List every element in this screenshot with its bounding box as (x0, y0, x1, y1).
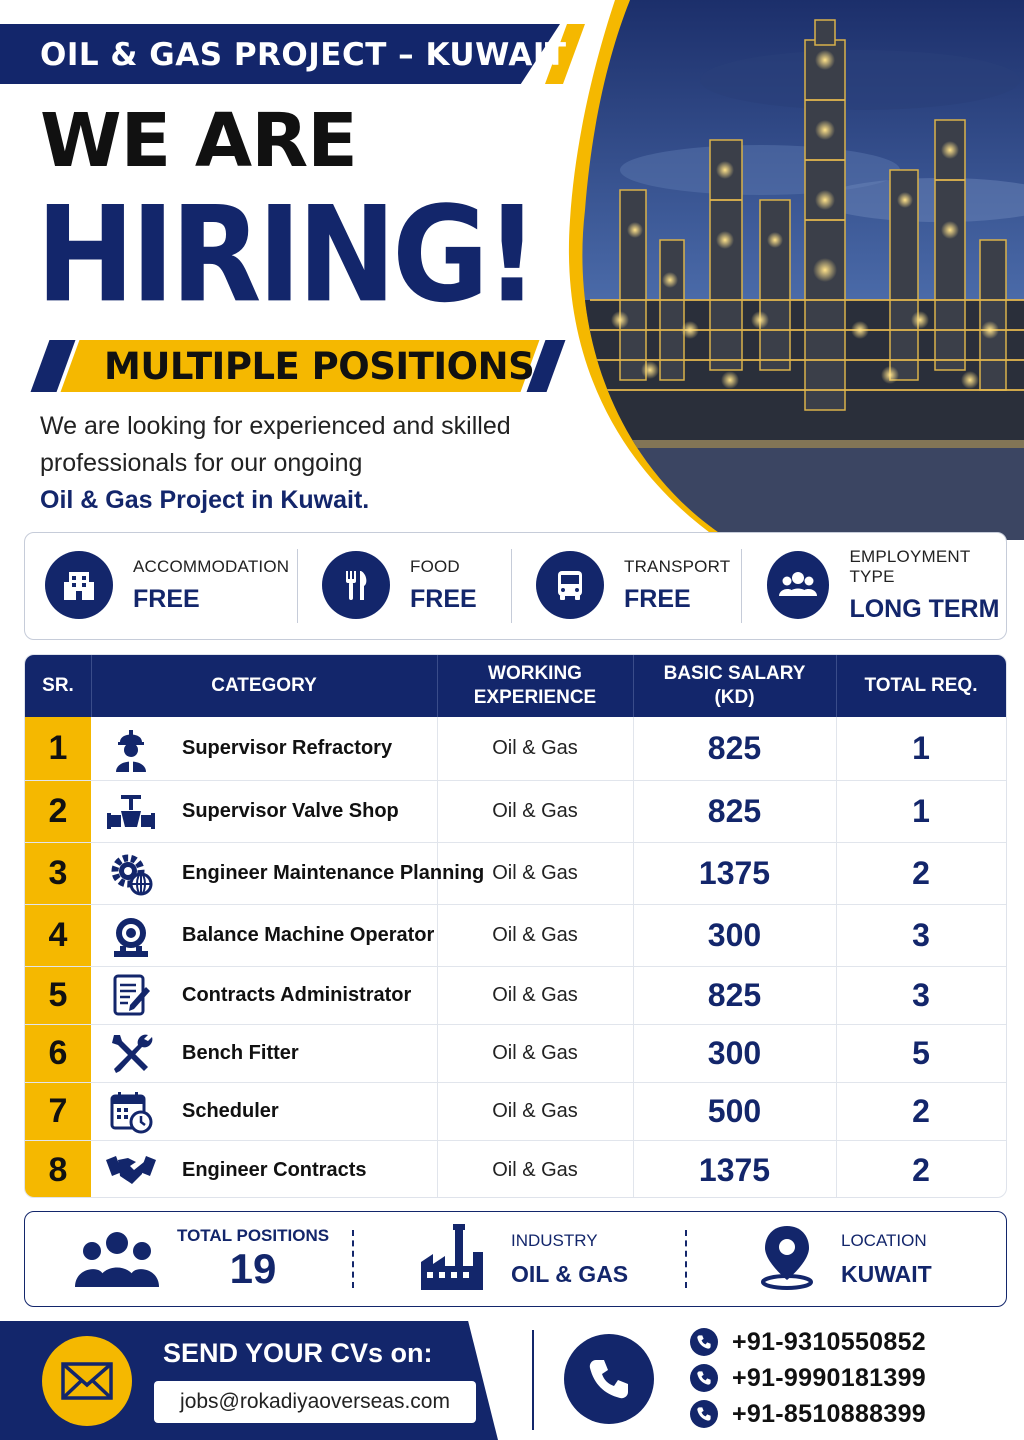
row-salary: 825 (707, 730, 762, 766)
row-experience: Oil & Gas (492, 737, 578, 759)
header-experience-line1: WORKING (488, 663, 582, 684)
row-category: Engineer Maintenance Planning (182, 862, 485, 884)
intro-highlight: Oil & Gas Project in Kuwait. (40, 486, 370, 514)
row-sr: 4 (25, 905, 91, 966)
wrench-screwdriver-icon (105, 1028, 157, 1080)
row-category: Scheduler (182, 1100, 279, 1122)
header-salary-line2: (KD) (714, 687, 755, 708)
benefits-panel (24, 532, 1007, 640)
divider (685, 1230, 687, 1288)
send-cv-title: SEND YOUR CVs on: (163, 1338, 433, 1368)
people-icon (767, 551, 829, 619)
row-total: 3 (912, 977, 930, 1013)
multiple-positions-label: MULTIPLE POSITIONS (104, 345, 535, 388)
intro-text (40, 408, 560, 519)
row-total: 3 (912, 917, 930, 953)
refinery-photo (560, 0, 1024, 540)
row-salary: 825 (707, 793, 762, 829)
row-category: Engineer Contracts (182, 1158, 367, 1181)
phone-icon (690, 1364, 718, 1392)
divider (532, 1330, 534, 1430)
row-sr: 1 (25, 717, 91, 780)
table-row (25, 905, 1006, 967)
header-total: TOTAL REQ. (864, 675, 978, 696)
fork-knife-icon (322, 551, 390, 619)
factory-icon (419, 1222, 485, 1297)
phone-item[interactable] (690, 1398, 926, 1430)
summary-panel (24, 1211, 1007, 1307)
summary-label: INDUSTRY (511, 1230, 598, 1250)
worker-helmet-icon (105, 723, 157, 775)
intro-line-1: We are looking for experienced and skilled (40, 412, 511, 440)
row-sr: 5 (25, 967, 91, 1024)
row-total: 2 (912, 1151, 930, 1188)
benefit-food (322, 533, 477, 637)
row-experience: Oil & Gas (492, 862, 578, 884)
balance-machine-icon (105, 910, 157, 962)
summary-value: KUWAIT (841, 1260, 932, 1287)
benefit-employment-type (767, 533, 1006, 637)
benefit-label: FOOD (410, 556, 460, 576)
benefit-value: FREE (624, 584, 691, 613)
benefit-label: ACCOMMODATION (133, 556, 290, 576)
contract-document-icon (105, 970, 157, 1022)
summary-value: OIL & GAS (511, 1260, 629, 1287)
phone-item[interactable] (690, 1326, 926, 1358)
headline-we-are: WE ARE (40, 98, 357, 184)
phone-icon (690, 1400, 718, 1428)
row-salary: 825 (707, 977, 762, 1013)
table-row (25, 717, 1006, 781)
header-salary (633, 655, 836, 717)
intro-line-2: professionals for our ongoing (40, 449, 363, 477)
building-icon (45, 551, 113, 619)
row-salary: 300 (707, 917, 762, 953)
row-category: Supervisor Refractory (182, 737, 393, 759)
table-row (25, 1141, 1006, 1198)
row-total: 1 (912, 793, 930, 829)
benefit-label: TRANSPORT (624, 556, 731, 576)
table-row (25, 843, 1006, 905)
row-total: 1 (912, 730, 930, 766)
row-sr: 6 (25, 1025, 91, 1082)
summary-location (759, 1212, 932, 1306)
benefit-transport (536, 533, 730, 637)
header-salary-line1: BASIC SALARY (663, 663, 806, 684)
row-category: Bench Fitter (182, 1042, 299, 1064)
valve-icon (105, 786, 157, 838)
divider (741, 549, 742, 623)
row-salary: 500 (707, 1093, 762, 1129)
row-sr: 7 (25, 1083, 91, 1140)
benefit-value: LONG TERM (849, 594, 1000, 623)
divider (511, 549, 512, 623)
benefit-label: EMPLOYMENT TYPE (849, 546, 971, 586)
table-row (25, 967, 1006, 1025)
row-category: Contracts Administrator (182, 984, 412, 1006)
phone-number: +91-8510888399 (732, 1399, 926, 1428)
header-experience-line2: EXPERIENCE (473, 687, 597, 708)
phone-number: +91-9990181399 (732, 1363, 926, 1392)
header-sr: SR. (42, 675, 74, 696)
row-salary: 1375 (698, 1151, 771, 1188)
summary-label: TOTAL POSITIONS (177, 1226, 330, 1245)
row-total: 2 (912, 1093, 930, 1129)
row-experience: Oil & Gas (492, 1042, 578, 1064)
people-icon (75, 1225, 159, 1294)
row-total: 5 (912, 1035, 930, 1071)
row-experience: Oil & Gas (492, 984, 578, 1006)
row-experience: Oil & Gas (492, 924, 578, 946)
row-sr: 8 (25, 1141, 91, 1198)
table-row (25, 1025, 1006, 1083)
divider (352, 1230, 354, 1288)
project-title: OIL & GAS PROJECT – KUWAIT (40, 37, 567, 73)
table-row (25, 1083, 1006, 1141)
calendar-clock-icon (105, 1086, 157, 1138)
header-category: CATEGORY (211, 675, 317, 696)
summary-total-positions (75, 1212, 329, 1306)
divider (297, 549, 298, 623)
benefit-value: FREE (133, 584, 200, 613)
summary-industry (419, 1212, 628, 1306)
phone-item[interactable] (690, 1362, 926, 1394)
header-experience (437, 655, 633, 717)
row-category: Balance Machine Operator (182, 924, 435, 946)
positions-table (24, 654, 1007, 1198)
row-salary: 300 (707, 1035, 762, 1071)
summary-value: 19 (229, 1245, 277, 1292)
row-sr: 2 (25, 781, 91, 842)
phone-number: +91-9310550852 (732, 1327, 926, 1356)
row-category: Supervisor Valve Shop (182, 800, 399, 822)
benefit-value: FREE (410, 584, 477, 613)
row-total: 2 (912, 855, 930, 891)
gear-globe-icon (105, 848, 157, 900)
row-experience: Oil & Gas (492, 800, 578, 822)
table-header (25, 655, 1006, 717)
headline-hiring: HIRING! (36, 177, 535, 332)
phone-icon (564, 1334, 654, 1424)
benefit-accommodation (45, 533, 289, 637)
table-row (25, 781, 1006, 843)
row-sr: 3 (25, 843, 91, 904)
phone-icon (690, 1328, 718, 1356)
row-salary: 1375 (698, 855, 771, 891)
row-experience: Oil & Gas (492, 1100, 578, 1122)
location-pin-icon (759, 1224, 815, 1295)
row-experience: Oil & Gas (492, 1158, 578, 1181)
handshake-icon (105, 1144, 157, 1196)
bus-icon (536, 551, 604, 619)
summary-label: LOCATION (841, 1230, 927, 1250)
email-address[interactable]: jobs@rokadiyaoverseas.com (154, 1381, 476, 1423)
envelope-icon (42, 1336, 132, 1426)
